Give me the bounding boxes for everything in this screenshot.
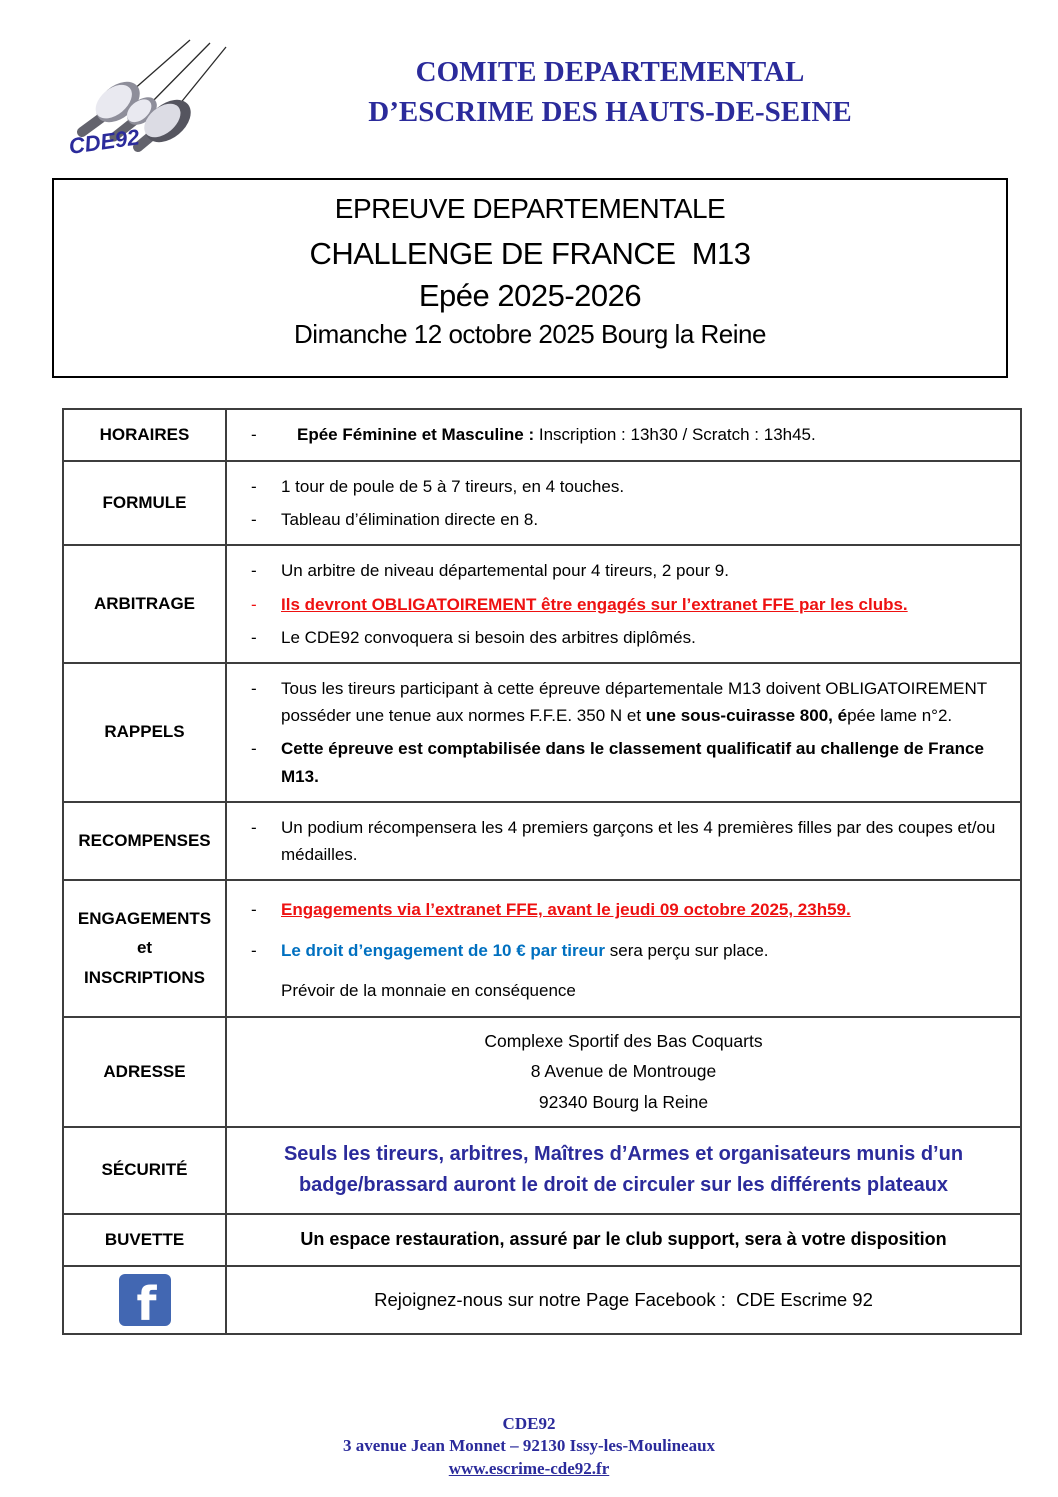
table-row-arbitrage <box>64 544 1020 662</box>
row-label-facebook <box>64 1267 227 1333</box>
engagements-label-line2: et <box>136 938 153 958</box>
arbitrage-item1: Un arbitre de niveau départemental pour 4 tireurs, 2 pour 9. <box>281 561 729 581</box>
row-content-facebook <box>227 1267 1020 1333</box>
table-row-securite <box>64 1126 1020 1213</box>
org-title-line1: COMITE DEPARTEMENTAL <box>415 56 805 88</box>
row-content-buvette <box>227 1215 1020 1265</box>
event-date-place: Dimanche 12 octobre 2025 Bourg la Reine <box>294 319 766 349</box>
list-item <box>251 557 1006 584</box>
engagements-label-line3: INSCRIPTIONS <box>84 968 205 988</box>
cde92-logo <box>64 32 229 167</box>
engagements-label-line1: ENGAGEMENTS <box>77 908 212 928</box>
bullet-dash: - <box>251 900 257 920</box>
row-content-horaires <box>227 410 1020 460</box>
facebook-icon-letter: f <box>136 1277 157 1326</box>
info-table <box>62 408 1022 1335</box>
row-label-engagements <box>64 881 227 1016</box>
rappels-item1 <box>281 675 1006 729</box>
bullet-dash: - <box>251 510 257 530</box>
list-item <box>251 473 1006 500</box>
event-weapon-season: Epée 2025-2026 <box>418 278 642 313</box>
org-title-line2: D’ESCRIME DES HAUTS-DE-SEINE <box>368 96 852 129</box>
footer-address: 3 avenue Jean Monnet – 92130 Issy-les-Moulineaux <box>342 1436 716 1456</box>
rappels-item1-text: Tous les tireurs participant à cette épreuve départementale M13 doivent OBLIGATOIREMENT posséder une tenue aux normes F.F.E. 350 N et <box>281 678 987 726</box>
table-row-buvette <box>64 1213 1020 1265</box>
event-name: CHALLENGE DE FRANCE M13 <box>309 236 751 271</box>
table-row-horaires <box>64 410 1020 460</box>
bullet-dash: - <box>251 425 257 445</box>
bullet-dash: - <box>251 941 257 961</box>
footer-website-link[interactable]: www.escrime-cde92.fr <box>448 1458 610 1478</box>
horaires-times: Inscription : 13h30 / Scratch : 13h45. <box>534 425 816 445</box>
list-item <box>251 675 1006 729</box>
row-content-securite <box>227 1128 1020 1213</box>
rappels-item1-bold: une sous-cuirasse 800, é <box>645 706 848 726</box>
horaires-weapon: Epée Féminine et Masculine : <box>297 425 535 445</box>
list-item <box>251 937 1006 964</box>
formule-item2: Tableau d’élimination directe en 8. <box>281 510 539 530</box>
rappels-item1-end: pée lame n°2. <box>847 706 953 726</box>
bullet-dash: - <box>251 739 257 759</box>
list-item <box>251 896 1006 923</box>
logo-text: CDE92 <box>67 124 141 159</box>
engagements-note: Prévoir de la monnaie en conséquence <box>281 981 576 1001</box>
row-content-recompenses <box>227 803 1020 879</box>
table-row-adresse <box>64 1016 1020 1126</box>
row-label-horaires: HORAIRES <box>64 410 227 460</box>
adresse-street: 8 Avenue de Montrouge <box>530 1061 717 1082</box>
list-item <box>251 735 1006 789</box>
formule-item1: 1 tour de poule de 5 à 7 tireurs, en 4 touches. <box>281 477 625 496</box>
row-content-rappels <box>227 664 1020 801</box>
row-content-formule <box>227 462 1020 544</box>
horaires-text <box>297 421 816 448</box>
list-item <box>251 421 1006 448</box>
event-type: EPREUVE DEPARTEMENTALE <box>334 193 726 224</box>
row-label-formule: FORMULE <box>64 462 227 544</box>
engagements-deadline: Engagements via l’extranet FFE, avant le jeudi 09 octobre 2025, 23h59. <box>281 900 851 920</box>
row-label-adresse: ADRESSE <box>64 1018 227 1126</box>
table-row-facebook <box>64 1265 1020 1333</box>
adresse-venue: Complexe Sportif des Bas Coquarts <box>484 1030 763 1051</box>
facebook-text: Rejoignez-nous sur notre Page Facebook : CDE Escrime 92 <box>374 1288 873 1310</box>
facebook-icon <box>119 1274 171 1326</box>
table-row-recompenses <box>64 801 1020 879</box>
footer-org: CDE92 <box>502 1414 556 1433</box>
table-row-engagements <box>64 879 1020 1016</box>
org-title <box>285 52 935 132</box>
list-item <box>251 624 1006 651</box>
list-item <box>251 506 1006 533</box>
list-item <box>251 814 1006 868</box>
row-label-recompenses: RECOMPENSES <box>64 803 227 879</box>
adresse-city: 92340 Bourg la Reine <box>538 1091 709 1112</box>
arbitrage-item3: Le CDE92 convoquera si besoin des arbitres diplômés. <box>281 627 696 647</box>
rappels-item2: Cette épreuve est comptabilisée dans le classement qualificatif au challenge de France M13. <box>281 739 984 786</box>
row-label-securite: SÉCURITÉ <box>64 1128 227 1213</box>
row-content-adresse <box>227 1018 1020 1126</box>
row-label-arbitrage: ARBITRAGE <box>64 546 227 662</box>
list-item <box>251 591 1006 618</box>
bullet-dash: - <box>251 817 257 837</box>
row-content-arbitrage <box>227 546 1020 662</box>
table-row-rappels <box>64 662 1020 801</box>
table-row-formule <box>64 460 1020 544</box>
bullet-dash: - <box>251 561 257 581</box>
row-label-rappels: RAPPELS <box>64 664 227 801</box>
securite-text: Seuls les tireurs, arbitres, Maîtres d’Armes et organisateurs munis d’un badge/brassard auront le droit de circuler sur les différents plateaux <box>283 1143 964 1196</box>
row-content-engagements <box>227 881 1020 1016</box>
buvette-text: Un espace restauration, assuré par le club support, sera à votre disposition <box>300 1229 947 1249</box>
engagements-fee-amount: Le droit d’engagement de 10 € par tireur <box>281 941 606 961</box>
event-title-box <box>52 178 1008 378</box>
engagements-fee <box>281 937 769 964</box>
arbitrage-item2-warning: Ils devront OBLIGATOIREMENT être engagés sur l’extranet FFE par les clubs. <box>281 594 908 614</box>
row-label-buvette: BUVETTE <box>64 1215 227 1265</box>
bullet-dash: - <box>251 594 257 614</box>
bullet-dash: - <box>251 678 257 698</box>
bullet-dash: - <box>251 627 257 647</box>
bullet-dash: - <box>251 477 257 496</box>
engagements-fee-rest: sera perçu sur place. <box>605 941 769 961</box>
footer <box>0 1413 1058 1480</box>
recompenses-item1: Un podium récompensera les 4 premiers garçons et les 4 premières filles par des coupes et/ou médailles. <box>281 817 996 864</box>
